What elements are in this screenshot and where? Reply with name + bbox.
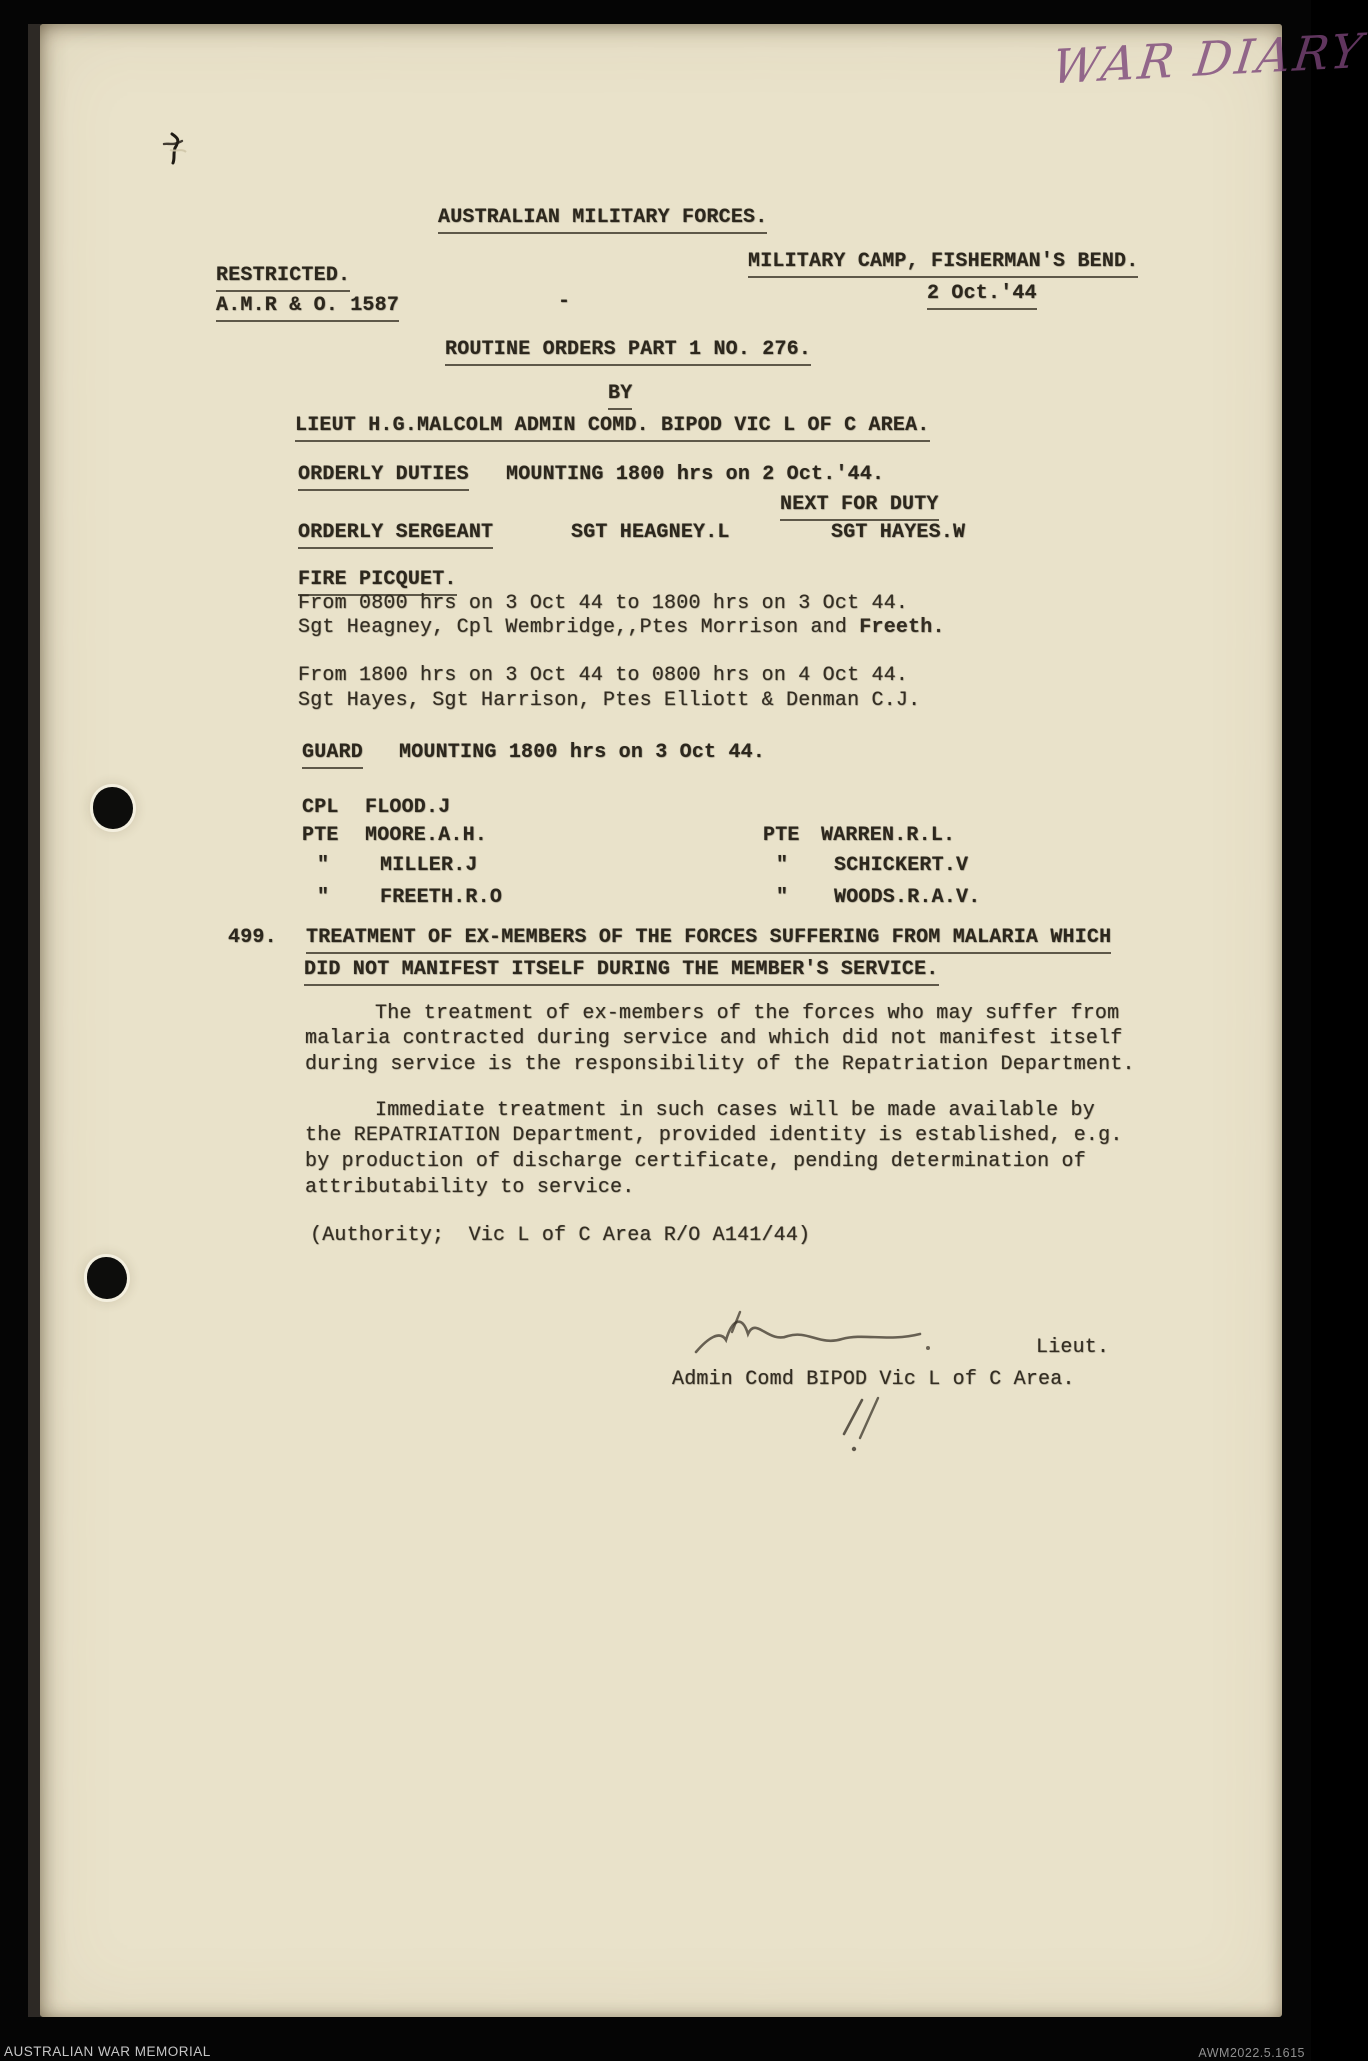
guard-name: SCHICKERT.V <box>834 854 969 877</box>
issuer-line: LIEUT H.G.MALCOLM ADMIN COMD. BIPOD VIC L OF C AREA. <box>295 414 930 442</box>
authority-line: (Authority; Vic L of C Area R/O A141/44) <box>310 1224 811 1247</box>
orderly-duties-label: ORDERLY DUTIES <box>298 463 469 491</box>
item-499-heading-line2: DID NOT MANIFEST ITSELF DURING THE MEMBER'S SERVICE. <box>304 958 939 986</box>
guard-row <box>302 824 487 848</box>
guard-rank: " <box>776 854 789 877</box>
fire-picquet-label: FIRE PICQUET. <box>298 568 457 596</box>
signature-scrawl <box>688 1306 938 1366</box>
staple-tear-mark <box>158 128 194 170</box>
shift1-names-bold: Freeth. <box>859 616 945 639</box>
guard-name: WOODS.R.A.V. <box>834 886 981 909</box>
guard-rank: PTE <box>302 824 339 847</box>
guard-name: MOORE.A.H. <box>365 824 488 847</box>
war-diary-annotation: WAR DIARY <box>1049 23 1368 96</box>
paragraph-line: the REPATRIATION Department, provided identity is established, e.g. <box>305 1124 1123 1147</box>
reference-number: A.M.R & O. 1587 <box>216 294 399 322</box>
fire-picquet-shift2-names: Sgt Hayes, Sgt Harrison, Ptes Elliott & Denman C.J. <box>298 689 921 712</box>
item-499-number: 499. <box>228 926 277 949</box>
footer-item-id: AWM2022.5.1615 <box>1198 2046 1305 2060</box>
orderly-duties-mounting: MOUNTING 1800 hrs on 2 Oct.'44. <box>506 463 885 486</box>
guard-row <box>302 886 502 910</box>
paragraph-line: by production of discharge certificate, pending determination of <box>305 1150 1086 1173</box>
punch-hole-bottom <box>87 1257 127 1299</box>
orderly-sergeant-current: SGT HEAGNEY.L <box>571 521 730 544</box>
signature-appointment: Admin Comd BIPOD Vic L of C Area. <box>672 1368 1075 1391</box>
orderly-sergeant-label: ORDERLY SERGEANT <box>298 521 493 549</box>
guard-row <box>302 854 478 878</box>
doc-title: AUSTRALIAN MILITARY FORCES. <box>438 206 767 234</box>
paragraph-line: during service is the responsibility of the Repatriation Department. <box>305 1053 1135 1076</box>
guard-rank: CPL <box>302 796 339 819</box>
fire-picquet-shift1-names <box>298 616 945 640</box>
paragraph-line: The treatment of ex-members of the forces who may suffer from <box>375 1002 1120 1025</box>
location-line: MILITARY CAMP, FISHERMAN'S BEND. <box>748 250 1138 278</box>
guard-name: FLOOD.J <box>365 796 451 819</box>
guard-rank: " <box>317 886 330 909</box>
by-label: BY <box>608 382 632 410</box>
guard-name: WARREN.R.L. <box>821 824 956 847</box>
separator-dash: - <box>558 290 571 313</box>
classification: RESTRICTED. <box>216 264 350 292</box>
signature-rank: Lieut. <box>1036 1336 1110 1359</box>
orders-title: ROUTINE ORDERS PART 1 NO. 276. <box>445 338 811 366</box>
guard-rank: " <box>317 854 330 877</box>
date-line: 2 Oct.'44 <box>927 282 1037 310</box>
next-for-duty-label: NEXT FOR DUTY <box>780 493 939 521</box>
guard-row <box>763 886 980 910</box>
guard-rank: PTE <box>763 824 800 847</box>
orderly-sergeant-next: SGT HAYES.W <box>831 521 966 544</box>
fire-picquet-shift2-period: From 1800 hrs on 3 Oct 44 to 0800 hrs on 4 Oct 44. <box>298 664 909 687</box>
guard-name: MILLER.J <box>380 854 478 877</box>
guard-name: FREETH.R.O <box>380 886 503 909</box>
handwritten-initials-mark <box>832 1396 902 1456</box>
footer-archive-name: AUSTRALIAN WAR MEMORIAL <box>4 2044 211 2059</box>
guard-row <box>763 854 968 878</box>
shift1-names-text: Sgt Heagney, Cpl Wembridge,,Ptes Morrison and <box>298 616 860 639</box>
item-499-heading-line1: TREATMENT OF EX-MEMBERS OF THE FORCES SUFFERING FROM MALARIA WHICH <box>306 926 1111 954</box>
guard-row <box>763 824 955 848</box>
paragraph-line: Immediate treatment in such cases will be made available by <box>375 1099 1095 1122</box>
fire-picquet-shift1-period: From 0800 hrs on 3 Oct 44 to 1800 hrs on 3 Oct 44. <box>298 592 909 615</box>
guard-row <box>302 796 450 820</box>
paragraph-line: attributability to service. <box>305 1176 635 1199</box>
punch-hole-top <box>93 787 133 829</box>
guard-mounting: MOUNTING 1800 hrs on 3 Oct 44. <box>399 741 766 764</box>
paragraph-line: malaria contracted during service and which did not manifest itself <box>305 1027 1123 1050</box>
guard-rank: " <box>776 886 789 909</box>
guard-label: GUARD <box>302 741 363 769</box>
